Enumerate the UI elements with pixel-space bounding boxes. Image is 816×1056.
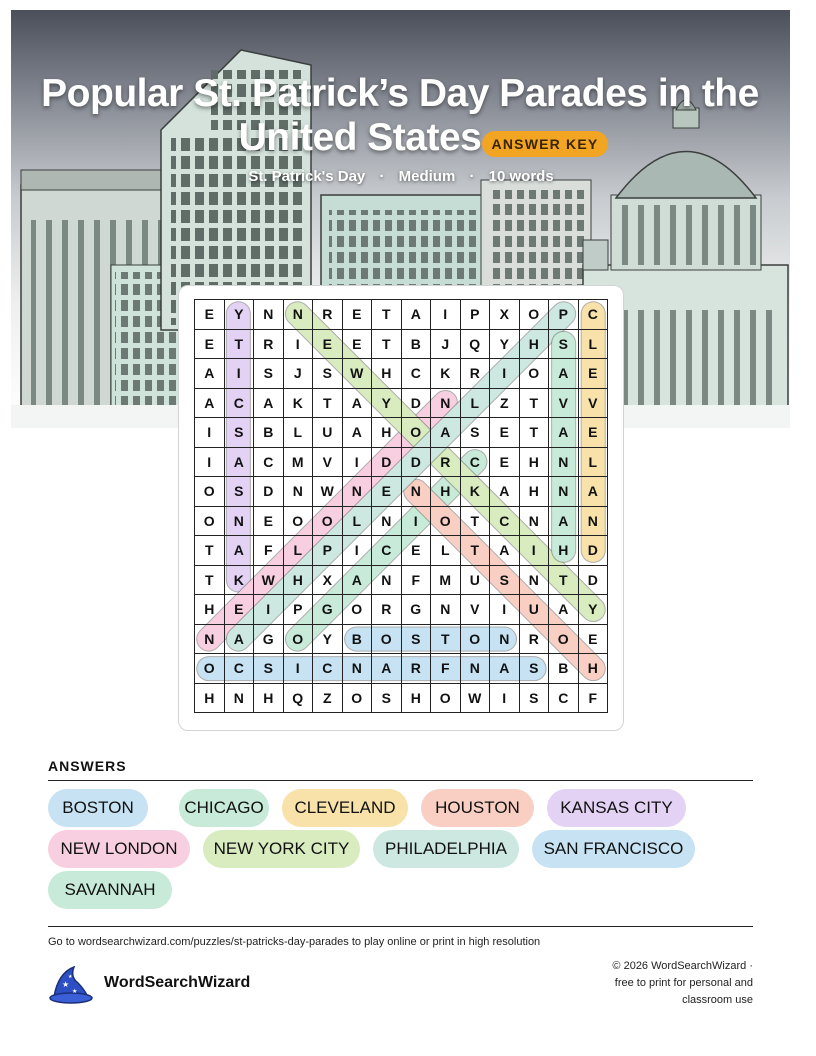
grid-cell: R — [402, 654, 432, 684]
grid-cell: X — [313, 566, 343, 596]
grid-cell: F — [254, 536, 284, 566]
grid-cell: T — [520, 418, 550, 448]
grid-cell: I — [284, 330, 314, 360]
grid-cell: V — [549, 389, 579, 419]
grid-cell: R — [372, 595, 402, 625]
grid-cell: Q — [461, 330, 491, 360]
grid-cell: X — [490, 300, 520, 330]
grid-cell: S — [225, 418, 255, 448]
copyright-line-1: © 2026 WordSearchWizard · — [612, 960, 753, 972]
grid-cell: H — [372, 359, 402, 389]
copyright-line-3: classroom use — [682, 994, 753, 1006]
grid-cell: O — [431, 684, 461, 714]
grid-cell: O — [520, 359, 550, 389]
grid-cell: N — [372, 507, 402, 537]
grid-cell: N — [343, 477, 373, 507]
grid-cell: W — [313, 477, 343, 507]
answer-key-badge: ANSWER KEY — [482, 131, 608, 157]
grid-cell: J — [284, 359, 314, 389]
grid-cell: S — [520, 654, 550, 684]
grid-cell: A — [579, 477, 609, 507]
grid-cell: O — [195, 507, 225, 537]
grid-cell: Z — [490, 389, 520, 419]
answer-pill-new-london: NEW LONDON — [48, 830, 190, 868]
grid-cell: E — [579, 359, 609, 389]
grid-cell: I — [254, 595, 284, 625]
grid-cell: H — [520, 330, 550, 360]
grid-cell: K — [431, 359, 461, 389]
grid-cell: N — [372, 566, 402, 596]
grid-cell: S — [549, 330, 579, 360]
difficulty-label: Medium — [398, 168, 456, 185]
grid-cell: H — [431, 477, 461, 507]
grid-cell: A — [195, 359, 225, 389]
answer-pill-chicago: CHICAGO — [179, 789, 269, 827]
grid-cell: E — [195, 330, 225, 360]
grid-cell: J — [431, 330, 461, 360]
grid-cell: D — [402, 448, 432, 478]
grid-cell: K — [461, 477, 491, 507]
grid-cell: A — [549, 507, 579, 537]
grid-cell: S — [490, 566, 520, 596]
category-label: St. Patrick's Day — [248, 168, 366, 185]
title-line-2: United States — [238, 116, 482, 159]
grid-cell: O — [343, 595, 373, 625]
grid-cell: A — [431, 418, 461, 448]
grid-cell: S — [520, 684, 550, 714]
grid-cell: S — [372, 684, 402, 714]
grid-cell: I — [195, 448, 225, 478]
grid-cell: A — [195, 389, 225, 419]
word-search-grid — [194, 299, 608, 713]
grid-cell: C — [313, 654, 343, 684]
grid-cell: W — [343, 359, 373, 389]
grid-cell: D — [402, 389, 432, 419]
grid-cell: N — [549, 477, 579, 507]
grid-cell: N — [284, 477, 314, 507]
grid-cell: N — [461, 654, 491, 684]
grid-cell: Y — [372, 389, 402, 419]
brand-name: WordSearchWizard — [104, 974, 251, 991]
grid-cell: E — [490, 418, 520, 448]
grid-cell: L — [461, 389, 491, 419]
grid-cell: B — [343, 625, 373, 655]
grid-cell: V — [579, 389, 609, 419]
puzzle-meta — [0, 168, 802, 185]
grid-cell: R — [461, 359, 491, 389]
meta-separator: · — [379, 168, 385, 185]
grid-cell: L — [579, 330, 609, 360]
grid-cell: A — [372, 654, 402, 684]
answer-pill-san-francisco: SAN FRANCISCO — [532, 830, 695, 868]
word-count-label: 10 words — [488, 168, 554, 185]
grid-cell: O — [549, 625, 579, 655]
grid-cell: R — [313, 300, 343, 330]
grid-cell: K — [225, 566, 255, 596]
grid-cell: C — [225, 389, 255, 419]
grid-cell: C — [372, 536, 402, 566]
grid-cell: Y — [579, 595, 609, 625]
grid-cell: O — [520, 300, 550, 330]
grid-cell: I — [490, 684, 520, 714]
grid-cell: H — [372, 418, 402, 448]
grid-cell: V — [461, 595, 491, 625]
answer-pill-boston: BOSTON — [48, 789, 148, 827]
grid-cell: Y — [313, 625, 343, 655]
grid-cell: I — [431, 300, 461, 330]
grid-cell: T — [461, 536, 491, 566]
grid-cell: S — [254, 359, 284, 389]
grid-cell: C — [254, 448, 284, 478]
grid-cell: A — [490, 477, 520, 507]
grid-cell: T — [520, 389, 550, 419]
grid-cell: G — [402, 595, 432, 625]
grid-cell: I — [520, 536, 550, 566]
grid-cell: N — [431, 389, 461, 419]
grid-cell: Y — [225, 300, 255, 330]
grid-cell: N — [254, 300, 284, 330]
grid-cell: H — [254, 684, 284, 714]
grid-cell: W — [254, 566, 284, 596]
grid-cell: O — [284, 625, 314, 655]
grid-cell: I — [490, 359, 520, 389]
grid-cell: O — [372, 625, 402, 655]
grid-cell: O — [195, 654, 225, 684]
wizard-hat-icon — [48, 963, 94, 1005]
grid-cell: C — [225, 654, 255, 684]
grid-cell: E — [490, 448, 520, 478]
grid-cell: I — [402, 507, 432, 537]
grid-cell: E — [579, 625, 609, 655]
answer-pill-houston: HOUSTON — [421, 789, 534, 827]
grid-cell: K — [284, 389, 314, 419]
brand[interactable] — [48, 963, 251, 1005]
answers-divider — [48, 780, 753, 781]
answer-pill-savannah: SAVANNAH — [48, 871, 172, 909]
grid-cell: V — [313, 448, 343, 478]
grid-cell: L — [284, 536, 314, 566]
grid-cell: Z — [313, 684, 343, 714]
grid-cell: L — [431, 536, 461, 566]
grid-cell: A — [343, 566, 373, 596]
grid-cell: E — [195, 300, 225, 330]
grid-cell: A — [254, 389, 284, 419]
grid-cell: O — [343, 684, 373, 714]
grid-cell: O — [313, 507, 343, 537]
grid-cell: E — [343, 300, 373, 330]
grid-cell: N — [225, 507, 255, 537]
grid-cell: L — [343, 507, 373, 537]
grid-cell: P — [313, 536, 343, 566]
grid-cell: S — [402, 625, 432, 655]
grid-cell: T — [195, 566, 225, 596]
grid-cell: O — [461, 625, 491, 655]
copyright-line-2: free to print for personal and — [614, 977, 753, 989]
title-line-1: Popular St. Patrick’s Day Parades in the — [41, 72, 759, 115]
grid-cell: E — [225, 595, 255, 625]
puzzle-title — [0, 72, 800, 160]
grid-cell: R — [520, 625, 550, 655]
svg-text:★: ★ — [72, 989, 78, 995]
grid-cell: R — [254, 330, 284, 360]
grid-cell: B — [402, 330, 432, 360]
grid-cell: T — [431, 625, 461, 655]
grid-cell: I — [195, 418, 225, 448]
grid-cell: S — [313, 359, 343, 389]
grid-cell: A — [549, 418, 579, 448]
grid-cell: E — [372, 477, 402, 507]
grid-cell: A — [402, 300, 432, 330]
grid-cell: C — [461, 448, 491, 478]
grid-cell: N — [520, 566, 550, 596]
grid-cell: E — [254, 507, 284, 537]
grid-cell: A — [549, 359, 579, 389]
grid-cell: B — [254, 418, 284, 448]
grid-cell: T — [549, 566, 579, 596]
grid-cell: N — [520, 507, 550, 537]
grid-cell: U — [461, 566, 491, 596]
grid-cell: A — [343, 389, 373, 419]
grid-cell: S — [461, 418, 491, 448]
svg-text:★: ★ — [62, 980, 70, 989]
answer-pill-philadelphia: PHILADELPHIA — [373, 830, 519, 868]
grid-cell: O — [431, 507, 461, 537]
grid-cell: N — [402, 477, 432, 507]
grid-cell: U — [520, 595, 550, 625]
grid-cell: Y — [490, 330, 520, 360]
grid-cell: A — [225, 448, 255, 478]
grid-cell: F — [431, 654, 461, 684]
grid-cell: H — [520, 477, 550, 507]
svg-text:★: ★ — [68, 974, 73, 980]
grid-cell: F — [402, 566, 432, 596]
grid-cell: H — [195, 595, 225, 625]
grid-cell: T — [313, 389, 343, 419]
grid-cell: N — [195, 625, 225, 655]
answer-pill-kansas-city: KANSAS CITY — [547, 789, 686, 827]
grid-cell: N — [490, 625, 520, 655]
grid-cell: A — [225, 536, 255, 566]
grid-cell: G — [313, 595, 343, 625]
answer-pill-cleveland: CLEVELAND — [282, 789, 408, 827]
grid-cell: D — [254, 477, 284, 507]
grid-cell: D — [372, 448, 402, 478]
grid-cell: D — [579, 566, 609, 596]
meta-separator: · — [469, 168, 475, 185]
grid-cell: I — [225, 359, 255, 389]
grid-cell: P — [549, 300, 579, 330]
grid-cell: N — [549, 448, 579, 478]
grid-cell: L — [284, 418, 314, 448]
answers-heading: ANSWERS — [48, 758, 127, 774]
grid-cell: I — [490, 595, 520, 625]
grid-cell: N — [284, 300, 314, 330]
grid-cell: A — [225, 625, 255, 655]
grid-cell: N — [343, 654, 373, 684]
grid-cell: B — [549, 654, 579, 684]
footer-divider — [48, 926, 753, 927]
grid-cell: G — [254, 625, 284, 655]
grid-cell: S — [225, 477, 255, 507]
grid-cell: I — [343, 536, 373, 566]
grid-cell: P — [284, 595, 314, 625]
grid-cell: H — [402, 684, 432, 714]
grid-cell: A — [549, 595, 579, 625]
grid-cell: N — [579, 507, 609, 537]
grid-cell: D — [579, 536, 609, 566]
grid-cell: C — [549, 684, 579, 714]
grid-cell: O — [284, 507, 314, 537]
grid-cell: O — [402, 418, 432, 448]
grid-cell: M — [284, 448, 314, 478]
grid-cell: L — [579, 448, 609, 478]
grid-cell: M — [431, 566, 461, 596]
grid-cell: T — [195, 536, 225, 566]
grid-cell: N — [431, 595, 461, 625]
grid-cell: P — [461, 300, 491, 330]
grid-cell: F — [579, 684, 609, 714]
grid-cell: H — [549, 536, 579, 566]
grid-cell: E — [579, 418, 609, 448]
grid-cell: C — [402, 359, 432, 389]
grid-cell: A — [490, 536, 520, 566]
grid-cell: R — [431, 448, 461, 478]
grid-cell: U — [313, 418, 343, 448]
grid-cell: A — [343, 418, 373, 448]
footer-link-text[interactable]: Go to wordsearchwizard.com/puzzles/st-patricks-day-parades to play online or print in high resolution — [48, 936, 541, 948]
grid-cell: I — [284, 654, 314, 684]
grid-cell: H — [579, 654, 609, 684]
copyright-text — [560, 958, 753, 1009]
grid-cell: T — [461, 507, 491, 537]
grid-cell: I — [343, 448, 373, 478]
grid-cell: W — [461, 684, 491, 714]
grid-cell: T — [372, 300, 402, 330]
grid-cell: C — [490, 507, 520, 537]
grid-cell: E — [343, 330, 373, 360]
grid-cell: T — [225, 330, 255, 360]
grid-cell: H — [520, 448, 550, 478]
grid-cell: Q — [284, 684, 314, 714]
word-search-grid-container — [194, 299, 608, 713]
grid-cell: H — [195, 684, 225, 714]
grid-cell: A — [490, 654, 520, 684]
answer-pill-new-york-city: NEW YORK CITY — [203, 830, 360, 868]
grid-cell: S — [254, 654, 284, 684]
grid-cell: H — [284, 566, 314, 596]
grid-cell: E — [313, 330, 343, 360]
grid-cell: T — [372, 330, 402, 360]
grid-cell: N — [225, 684, 255, 714]
grid-cell: E — [402, 536, 432, 566]
grid-cell: C — [579, 300, 609, 330]
grid-cell: O — [195, 477, 225, 507]
